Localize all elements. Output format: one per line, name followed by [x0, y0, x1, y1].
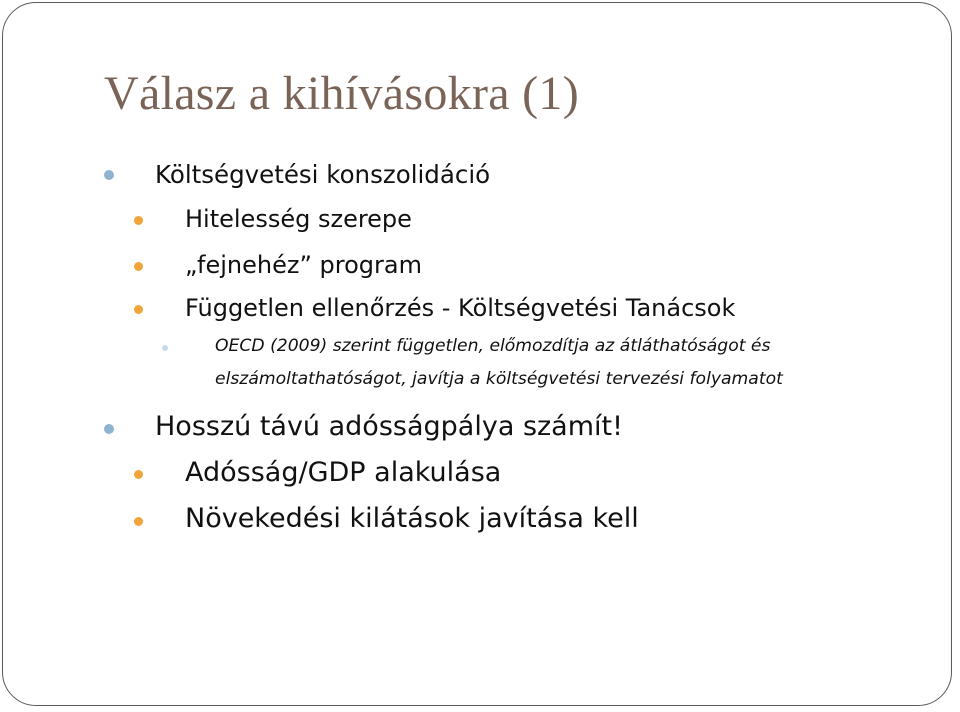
list-item-text: OECD (2009) szerint független, előmozdítja az átláthatóságot és — [215, 336, 771, 356]
list-item-text: Adósság/GDP alakulása — [185, 457, 502, 488]
bullet-level2-icon — [134, 305, 143, 314]
bullet-level3-icon — [162, 345, 168, 351]
list-item-text: Költségvetési konszolidáció — [155, 160, 491, 189]
list-item-text: Független ellenőrzés - Költségvetési Tanácsok — [185, 294, 736, 322]
list-item-text: Hosszú távú adósságpálya számít! — [155, 411, 623, 442]
list-item-text: Hitelesség szerepe — [185, 205, 412, 233]
list-item-text: elszámoltathatóságot, javítja a költségvetési tervezési folyamatot — [215, 369, 783, 389]
list-item-text: Növekedési kilátások javítása kell — [185, 503, 639, 534]
bullet-level1-icon — [104, 170, 114, 180]
bullet-level2-icon — [134, 216, 143, 225]
bullet-level1-icon — [104, 424, 114, 434]
slide-title: Válasz a kihívásokra (1) — [104, 67, 580, 120]
bullet-level2-icon — [134, 262, 143, 271]
bullet-level2-icon — [134, 517, 143, 526]
list-item-text: „fejnehéz” program — [185, 251, 422, 279]
bullet-level2-icon — [134, 470, 143, 479]
